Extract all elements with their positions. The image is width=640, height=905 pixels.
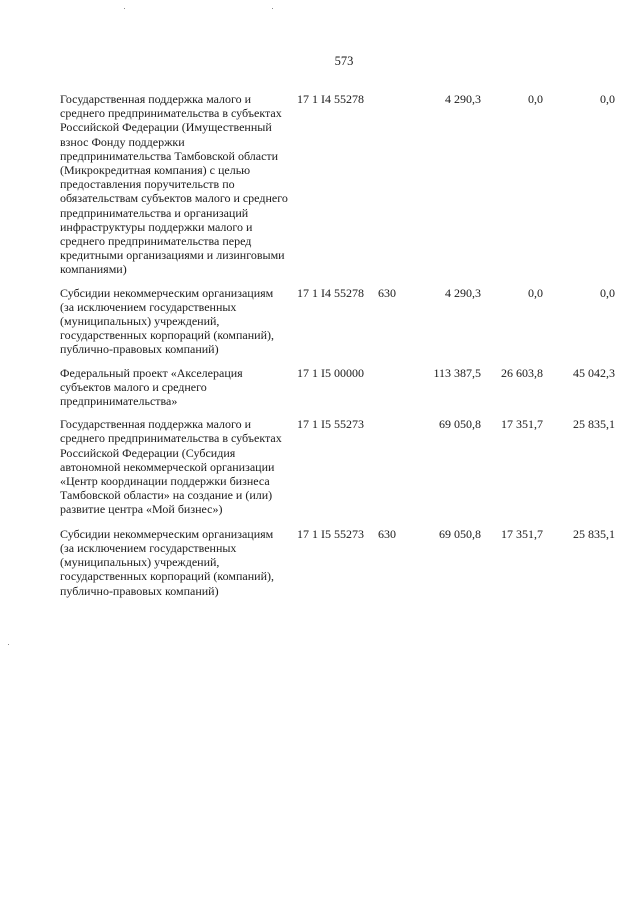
row-amount-3: 0,0 [600,92,615,106]
row-amount-1: 4 290,3 [445,285,481,300]
row-amount-2: 0,0 [528,92,543,106]
row-amount-3: 25 835,1 [573,526,615,541]
scan-speck [124,8,125,9]
row-description: Федеральный проект «Акселерация субъектов малого и среднего предпринимательства» [60,365,243,409]
row-amount-2: 0,0 [528,285,543,300]
table-row [0,286,640,357]
row-description: Субсидии некоммерческим организациям (за исключением государственных (муниципальных) учреждений, государственных корпораций (компаний), публично-правовых компаний) [60,285,274,357]
row-description: Субсидии некоммерческим организациям (за исключением государственных (муниципальных) учреждений, государственных корпораций (компаний), публично-правовых компаний) [60,526,274,598]
row-code: 17 1 I5 55273 [297,417,364,432]
table-row [0,527,640,598]
scan-speck [8,644,9,645]
row-code: 17 1 I5 55273 [297,526,364,541]
row-code: 17 1 I4 55278 [297,92,364,106]
row-amount-1: 69 050,8 [439,526,481,541]
row-amount-3: 0,0 [600,285,615,300]
row-amount-3: 45 042,3 [573,365,615,380]
row-amount-1: 69 050,8 [439,417,481,432]
row-amount-2: 26 603,8 [501,365,543,380]
budget-table [0,92,640,598]
page-number: 573 [334,54,354,68]
row-amount-1: 113 387,5 [433,365,481,380]
table-row [0,92,640,277]
row-code: 17 1 I5 00000 [297,365,364,380]
table-row [0,366,640,409]
table-row [0,417,640,516]
row-description: Государственная поддержка малого и среднего предпринимательства в субъектах Российской Федерации (Имущественный взнос Фонду поддержки предпринимательства Тамбовской области (Микрокредитная компания) с целью предоставления поручительств по обязательствам субъектов малого и среднего предпринимательства и организаций инфраструктуры поддержки малого и среднего предпринимательства перед кредитными организациями и лизинговыми компаниями) [60,92,288,277]
row-expense-type: 630 [378,285,396,300]
row-amount-3: 25 835,1 [573,417,615,432]
row-expense-type: 630 [378,526,396,541]
scan-speck [272,8,273,9]
row-description: Государственная поддержка малого и среднего предпринимательства в субъектах Российской Федерации (Субсидия автономной некоммерческой организации «Центр координации поддержки бизнеса Тамбовской области» на создание и (или) развитие центра «Мой бизнес») [60,417,282,517]
row-code: 17 1 I4 55278 [297,285,364,300]
row-amount-2: 17 351,7 [501,417,543,432]
row-amount-1: 4 290,3 [445,92,481,106]
row-amount-2: 17 351,7 [501,526,543,541]
